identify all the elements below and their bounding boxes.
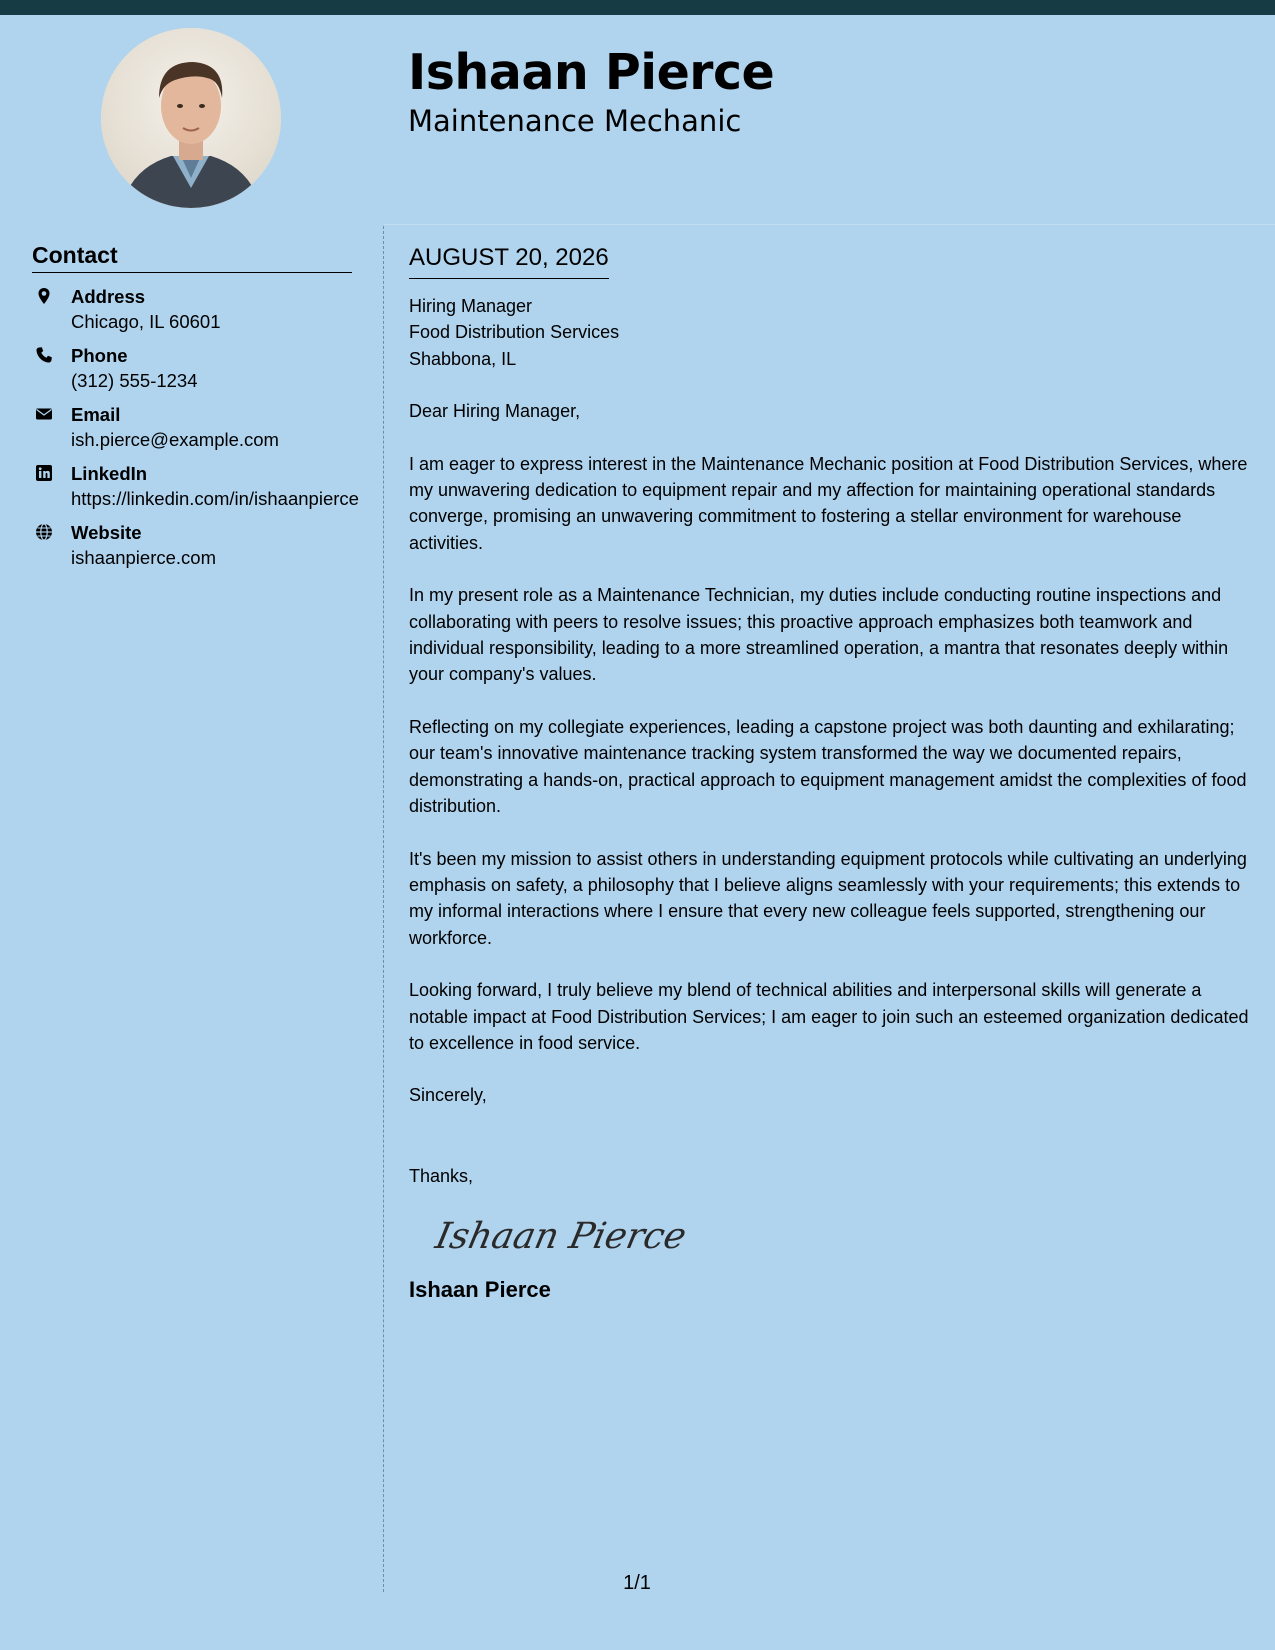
envelope-icon (35, 405, 53, 423)
body-paragraph: Looking forward, I truly believe my blend of technical abilities and interpersonal skills will generate a notable impact at Food Distribution Services; I am eager to join such an esteemed organization dedicated to excellence in food service. (409, 980, 1249, 1053)
recipient-block (409, 293, 1254, 372)
top-bar (0, 0, 1275, 15)
profile-photo (101, 28, 281, 208)
phone-icon (35, 346, 53, 364)
header-divider (384, 224, 1275, 225)
contact-linkedin (32, 462, 362, 511)
linkedin-value[interactable]: https://linkedin.com/in/ishaanpierce (71, 488, 359, 509)
page-number: 1/1 (623, 1572, 651, 1594)
contact-phone (32, 344, 362, 393)
contact-label: Email (71, 404, 121, 425)
body-paragraph: I am eager to express interest in the Maintenance Mechanic position at Food Distribution Services, where my unwavering dedication to equipment repair and my affection for maintaining operational standards converge, promising an unwavering commitment to fostering a stellar environment for warehouse activities. (409, 453, 1248, 553)
recipient-line: Hiring Manager (409, 296, 533, 316)
contact-label: Website (71, 522, 142, 543)
address-value: Chicago, IL 60601 (71, 311, 221, 332)
applicant-name: Ishaan Pierce (408, 44, 775, 101)
letter-body (409, 241, 1254, 1305)
salutation: Dear Hiring Manager, (409, 401, 581, 422)
linkedin-icon (35, 464, 53, 482)
signed-name: Ishaan Pierce (409, 1277, 551, 1303)
contact-email (32, 403, 362, 452)
location-pin-icon (35, 287, 53, 305)
body-paragraph: In my present role as a Maintenance Technician, my duties include conducting routine inspections and collaborating with peers to resolve issues; this proactive approach emphasizes both teamwork and individual responsibility, leading to a more streamlined operation, a mantra that resonates deeply within your company's values. (409, 585, 1229, 685)
closing: Sincerely, (409, 1085, 487, 1106)
contact-address (32, 285, 362, 334)
contact-label: LinkedIn (71, 463, 148, 484)
letter-date: AUGUST 20, 2026 (409, 241, 609, 279)
contact-label: Phone (71, 345, 128, 366)
contact-heading: Contact (32, 240, 352, 273)
recipient-line: Food Distribution Services (409, 322, 620, 343)
job-title: Maintenance Mechanic (408, 104, 742, 138)
handwritten-signature: Ishaan Pierce (431, 1216, 690, 1258)
phone-value: (312) 555-1234 (71, 370, 198, 391)
recipient-line: Shabbona, IL (409, 348, 517, 369)
contact-label: Address (71, 286, 146, 307)
body-paragraph: It's been my mission to assist others in understanding equipment protocols while cultivating an underlying emphasis on safety, a philosophy that I believe aligns seamlessly with your requirements; this extends to my informal interactions where I ensure that every new colleague feels supported, strengthening our workforce. (409, 848, 1247, 948)
contact-list (32, 285, 362, 580)
contact-website (32, 521, 362, 570)
email-value[interactable]: ish.pierce@example.com (71, 429, 279, 450)
column-divider (383, 226, 384, 1592)
thanks: Thanks, (409, 1165, 474, 1186)
globe-icon (35, 523, 53, 541)
website-value[interactable]: ishaanpierce.com (71, 547, 216, 568)
body-paragraph: Reflecting on my collegiate experiences, leading a capstone project was both daunting and exhilarating; our team's innovative maintenance tracking system transformed the way we documented repairs, demonstrating a hands-on, practical approach to equipment management amidst the complexities of food distribution. (409, 716, 1247, 817)
